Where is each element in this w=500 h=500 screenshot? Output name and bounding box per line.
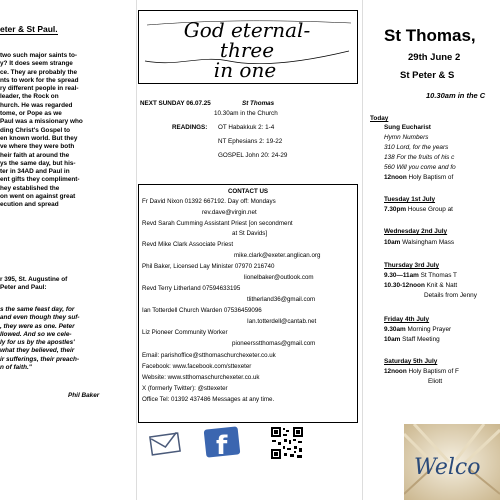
welcome-text: Welco bbox=[414, 455, 481, 480]
article-line: leader, the Rock on bbox=[0, 93, 59, 101]
article-line: Peter and Paul: bbox=[0, 284, 47, 292]
contact-email[interactable]: pioneersstthomas@gmail.com bbox=[232, 340, 316, 347]
article-line: ent gifts they compliment- bbox=[0, 176, 80, 184]
reading-nt: NT Ephesians 2: 19-22 bbox=[218, 138, 283, 145]
article-line: Paul was a missionary who bbox=[0, 118, 83, 126]
today-heading: Today bbox=[370, 115, 389, 122]
contact-line: Ian Totterdell Church Warden 07536459096 bbox=[142, 307, 262, 314]
article-line: two such major saints to- bbox=[0, 52, 78, 59]
contact-facebook[interactable]: Facebook: www.facebook.com/sttexeter bbox=[142, 363, 252, 370]
today-item: 560 Will you come and fo bbox=[384, 164, 456, 171]
next-sunday-service: 10.30am in the Church bbox=[214, 110, 278, 117]
right-panel bbox=[368, 0, 500, 500]
contact-line: Revd Mike Clark Associate Priest bbox=[142, 241, 234, 248]
event-time: 12noon bbox=[384, 174, 407, 181]
banner-line-2: three bbox=[219, 38, 275, 62]
middle-panel bbox=[136, 0, 362, 500]
event-time: 10am bbox=[384, 239, 401, 246]
event-text: Knit & Natt bbox=[426, 282, 458, 289]
welcome-art bbox=[404, 424, 500, 500]
email-icon bbox=[148, 432, 184, 463]
tuesday-event bbox=[384, 206, 453, 213]
contact-line: Liz Pioneer Community Worker bbox=[142, 329, 228, 336]
event-time: 7.30pm bbox=[384, 206, 407, 213]
contact-email[interactable]: tlitherland36@gmail.com bbox=[247, 296, 316, 303]
contact-line: Fr David Nixon 01392 667192. Day off: Mondays bbox=[142, 198, 276, 205]
today-item: Sung Eucharist bbox=[384, 124, 431, 131]
contact-line: Revd Terry Litherland 07594633195 bbox=[142, 285, 241, 292]
event-time: 9.30—11am bbox=[384, 272, 419, 279]
article-line: ry different people in real- bbox=[0, 85, 79, 93]
contact-email[interactable]: mike.clark@exeter.anglican.org bbox=[234, 252, 321, 259]
quote-line: and even though they suf- bbox=[0, 314, 80, 322]
event-text: Morning Prayer bbox=[407, 326, 452, 333]
wednesday-heading: Wednesday 2nd July bbox=[384, 228, 448, 235]
saturday-event bbox=[384, 368, 459, 375]
article-title: eter & St Paul. bbox=[0, 24, 58, 34]
article-line: en known world. But they bbox=[0, 134, 78, 142]
next-sunday-heading: NEXT SUNDAY 06.07.25 bbox=[140, 100, 211, 107]
article-line: hurch. He was regarded bbox=[0, 101, 73, 109]
thursday-event bbox=[384, 272, 457, 279]
svg-text:f: f bbox=[216, 431, 228, 460]
signature: Phil Baker bbox=[68, 392, 100, 399]
friday-event bbox=[384, 326, 451, 333]
article-line: heir faith at around the bbox=[0, 151, 70, 159]
event-text: Holy Baptism of bbox=[408, 174, 454, 181]
friday-event bbox=[384, 336, 440, 343]
article-line: tome, or Pope as we bbox=[0, 110, 62, 118]
event-text: St Thomas T bbox=[420, 272, 457, 279]
quote-line: n of faith." bbox=[0, 364, 32, 372]
contact-twitter[interactable]: X (formerly Twitter): @sttexeter bbox=[142, 385, 228, 392]
event-text: Holy Baptism of F bbox=[408, 368, 459, 375]
event-text: House Group at bbox=[407, 206, 453, 213]
service-time: 10.30am in the C bbox=[426, 91, 486, 100]
event-time: 10.30-12noon bbox=[384, 282, 425, 289]
contact-parish-email[interactable]: Email: parishoffice@stthomaschurchexeter.co.uk bbox=[142, 352, 276, 359]
banner-line-1: God eternal- bbox=[183, 18, 311, 42]
service-date: 29th June 2 bbox=[408, 52, 461, 63]
contact-email[interactable]: rev.dave@virgin.net bbox=[202, 209, 257, 216]
article-line: y? It does seem strange bbox=[0, 60, 73, 68]
contact-line: at St Davids] bbox=[232, 230, 268, 237]
quote-line: ir sufferings, their preach- bbox=[0, 355, 80, 363]
thursday-event bbox=[384, 282, 457, 289]
left-panel bbox=[0, 0, 136, 500]
article-line: nts to work for the spread bbox=[0, 76, 79, 84]
event-time: 10am bbox=[384, 336, 401, 343]
article-line: ve where they were both bbox=[0, 143, 75, 151]
thursday-event-note: Details from Jenny bbox=[424, 292, 477, 299]
title-banner bbox=[138, 10, 358, 84]
article-body bbox=[0, 52, 134, 210]
article-line: on went on against great bbox=[0, 193, 76, 201]
contact-line: Phil Baker, Licensed Lay Minister 07970 216740 bbox=[142, 263, 275, 270]
augustine-quote bbox=[0, 306, 134, 372]
quote-line: , they were as one. Peter bbox=[0, 322, 75, 330]
event-time: 12noon bbox=[384, 368, 407, 375]
feast-title: St Peter & S bbox=[400, 70, 455, 81]
today-item: 310 Lord, for the years bbox=[384, 144, 449, 151]
saturday-event-note: Eliott bbox=[428, 378, 443, 385]
banner-line-3: in one bbox=[213, 58, 277, 82]
quote-line: llowed. And so we cele- bbox=[0, 330, 72, 338]
contact-office-tel: Office Tel: 01392 437486 Messages at any time. bbox=[142, 396, 275, 403]
article-line: r 395, St. Augustine of bbox=[0, 276, 68, 283]
quote-line: s the same feast day, for bbox=[0, 306, 75, 313]
article-line: ce. They are probably the bbox=[0, 68, 78, 76]
reading-gospel: GOSPEL John 20: 24-29 bbox=[218, 152, 288, 159]
readings-label: READINGS: bbox=[172, 124, 208, 131]
facebook-icon bbox=[202, 424, 244, 465]
qr-code-icon bbox=[270, 426, 304, 465]
event-text: Staff Meeting bbox=[402, 336, 440, 343]
next-sunday-saint: St Thomas bbox=[242, 100, 275, 107]
today-baptism bbox=[384, 174, 453, 181]
welcome-image bbox=[404, 424, 500, 500]
contact-heading: CONTACT US bbox=[227, 188, 269, 195]
article-line: hey established the bbox=[0, 184, 60, 192]
saturday-heading: Saturday 5th July bbox=[384, 358, 438, 365]
friday-heading: Friday 4th July bbox=[384, 316, 430, 323]
contact-email[interactable]: Ian.totterdell@cantab.net bbox=[247, 318, 317, 325]
reading-ot: OT Habakkuk 2: 1-4 bbox=[218, 124, 275, 131]
page-fold bbox=[362, 0, 363, 500]
event-text: Walsingham Mass bbox=[402, 239, 455, 246]
article-line: ter in 34AD and Paul in bbox=[0, 168, 70, 176]
quote-line: ly for us by the apostles' bbox=[0, 339, 75, 347]
contact-website[interactable]: Website: www.stthomaschurchexeter.co.uk bbox=[142, 374, 260, 381]
wednesday-event bbox=[384, 239, 454, 246]
quote-line: what they believed, their bbox=[0, 347, 75, 355]
article-line: ys the same day, but his- bbox=[0, 159, 76, 167]
today-item: Hymn Numbers bbox=[384, 134, 429, 141]
contact-email[interactable]: lionelbaker@outlook.com bbox=[244, 274, 314, 281]
banner-art bbox=[139, 11, 356, 82]
contact-box bbox=[138, 184, 358, 423]
article-para2 bbox=[0, 276, 134, 293]
event-time: 9.30am bbox=[384, 326, 406, 333]
church-title: St Thomas, bbox=[384, 26, 476, 45]
thursday-heading: Thursday 3rd July bbox=[384, 262, 440, 269]
contact-line: Revd Sarah Cumming Assistant Priest [on secondment bbox=[142, 220, 293, 227]
article-line: ding Christ's Gospel to bbox=[0, 126, 71, 134]
today-item: 138 For the fruits of his c bbox=[384, 154, 455, 161]
tuesday-heading: Tuesday 1st July bbox=[384, 196, 436, 203]
article-line: ecution and spread bbox=[0, 201, 59, 209]
